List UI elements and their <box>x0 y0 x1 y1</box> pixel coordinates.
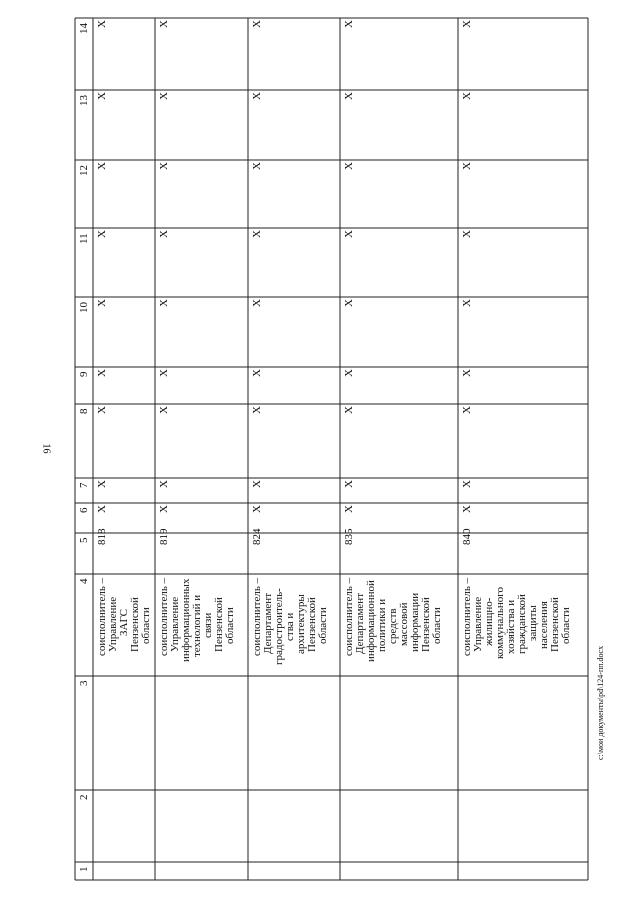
row-840-mark-10: X <box>461 299 473 307</box>
row-819-text: технологий и <box>191 594 203 657</box>
row-835-mark-10: X <box>343 299 355 307</box>
row-824-mark-12: X <box>251 162 263 170</box>
row-840-mark-11: X <box>461 230 473 238</box>
row-824-text: соисполнитель – <box>251 577 263 656</box>
column-header-1: 1 <box>78 866 90 872</box>
row-818-mark-10: X <box>96 299 108 307</box>
row-824-text: Департамент <box>262 593 274 655</box>
row-840-mark-12: X <box>461 162 473 170</box>
row-819-mark-12: X <box>158 162 170 170</box>
file-path-footer: c:\мои документы\pd\124-пп.docx <box>596 645 605 760</box>
row-835-mark-14: X <box>343 20 355 28</box>
row-824-mark-13: X <box>251 92 263 100</box>
row-824-mark-7: X <box>251 480 263 488</box>
row-835-text: Департамент <box>354 593 366 655</box>
row-840-text: хозяйства и <box>505 600 517 655</box>
row-835-mark-6: X <box>343 505 355 513</box>
row-835-text: средств <box>387 607 399 644</box>
row-818-mark-8: X <box>96 406 108 414</box>
row-819-mark-10: X <box>158 299 170 307</box>
row-824-mark-14: X <box>251 20 263 28</box>
row-824-code: 824 <box>251 528 263 545</box>
row-835-text: политики и <box>376 598 388 652</box>
row-824-mark-11: X <box>251 230 263 238</box>
row-819-text: Пензенской <box>213 596 225 652</box>
row-835-text: информации <box>409 592 421 652</box>
row-835-mark-9: X <box>343 369 355 377</box>
column-header-5: 5 <box>78 537 90 543</box>
row-840-text: населения <box>538 600 550 649</box>
row-818-mark-6: X <box>96 505 108 513</box>
row-818-mark-13: X <box>96 92 108 100</box>
column-header-14: 14 <box>78 23 90 34</box>
row-840-mark-8: X <box>461 406 473 414</box>
row-840-code: 840 <box>461 528 473 545</box>
row-818-code: 818 <box>96 528 108 545</box>
row-824-mark-8: X <box>251 406 263 414</box>
row-840-text: коммунального <box>494 587 506 660</box>
row-819-text: соисполнитель – <box>158 577 170 656</box>
row-840-text: Управление <box>472 596 484 652</box>
row-824-mark-9: X <box>251 369 263 377</box>
row-840-text: жилищно- <box>483 597 495 647</box>
row-819-mark-6: X <box>158 505 170 513</box>
row-819-mark-9: X <box>158 369 170 377</box>
column-header-7: 7 <box>78 482 90 488</box>
row-840-text: гражданской <box>516 594 528 655</box>
row-840-mark-7: X <box>461 480 473 488</box>
row-824-mark-10: X <box>251 299 263 307</box>
row-819-text: связи <box>202 613 214 639</box>
row-835-mark-7: X <box>343 480 355 488</box>
row-835-mark-13: X <box>343 92 355 100</box>
row-835-mark-12: X <box>343 162 355 170</box>
row-840-mark-13: X <box>461 92 473 100</box>
row-840-mark-9: X <box>461 369 473 377</box>
row-818-mark-9: X <box>96 369 108 377</box>
column-header-11: 11 <box>78 233 90 244</box>
row-818-text: соисполнитель – <box>96 577 108 656</box>
row-840-text: Пензенской <box>549 596 561 652</box>
column-header-6: 6 <box>78 507 90 513</box>
row-840-mark-6: X <box>461 505 473 513</box>
row-819-mark-8: X <box>158 406 170 414</box>
page-number: 16 <box>40 443 52 454</box>
row-818-mark-12: X <box>96 162 108 170</box>
row-835-text: информационной <box>365 580 377 663</box>
row-835-text: Пензенской <box>420 596 432 652</box>
column-header-10: 10 <box>78 302 90 313</box>
row-824-text: области <box>317 606 329 644</box>
row-835-text: массовой <box>398 602 410 647</box>
column-header-8: 8 <box>78 408 90 414</box>
row-824-text: Пензенской <box>306 596 318 652</box>
row-840-text: области <box>560 606 572 644</box>
column-header-4: 4 <box>78 578 90 584</box>
row-819-text: Управление <box>169 596 181 652</box>
column-header-9: 9 <box>78 371 90 377</box>
row-824-text: ства и <box>284 612 296 641</box>
row-819-mark-11: X <box>158 230 170 238</box>
row-840-text: защиты <box>527 605 539 641</box>
column-header-12: 12 <box>78 165 90 176</box>
row-819-mark-14: X <box>158 20 170 28</box>
row-824-text: градостроитель- <box>273 587 285 665</box>
row-818-text: Пензенской <box>129 596 141 652</box>
row-818-mark-11: X <box>96 230 108 238</box>
row-818-text: Управление <box>107 596 119 652</box>
column-header-13: 13 <box>78 95 90 106</box>
row-835-text: области <box>431 606 443 644</box>
row-819-text: информационных <box>180 578 192 663</box>
row-835-mark-11: X <box>343 230 355 238</box>
row-818-mark-14: X <box>96 20 108 28</box>
column-header-2: 2 <box>78 794 90 800</box>
row-840-mark-14: X <box>461 20 473 28</box>
column-header-3: 3 <box>78 680 90 686</box>
row-835-text: соисполнитель – <box>343 577 355 656</box>
row-824-text: архитектуры <box>295 594 307 655</box>
row-818-mark-7: X <box>96 480 108 488</box>
row-819-code: 819 <box>158 528 170 545</box>
row-819-mark-7: X <box>158 480 170 488</box>
row-835-code: 835 <box>343 528 355 545</box>
row-840-text: соисполнитель – <box>461 577 473 656</box>
row-819-text: области <box>224 606 236 644</box>
row-818-text: области <box>140 606 152 644</box>
row-824-mark-6: X <box>251 505 263 513</box>
row-818-text: ЗАГС <box>118 608 130 636</box>
row-819-mark-13: X <box>158 92 170 100</box>
row-835-mark-8: X <box>343 406 355 414</box>
